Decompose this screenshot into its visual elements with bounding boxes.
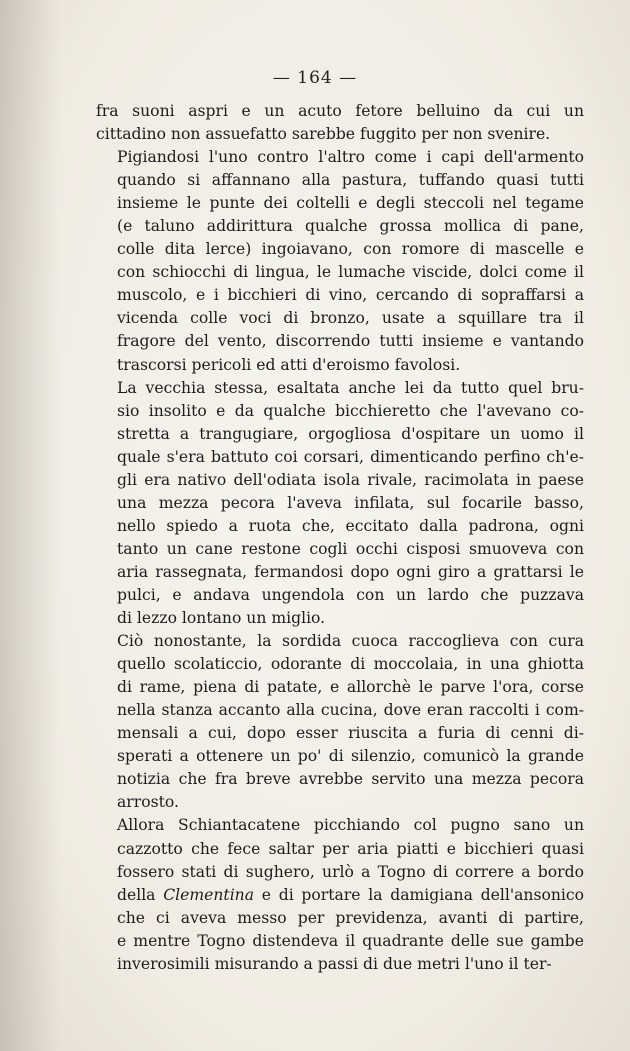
text-line: della Clementina e di portare la damigiana dell'ansonico (117, 885, 584, 904)
page-number: — 164 — (272, 68, 358, 88)
text-line: cittadino non assuefatto sarebbe fuggito per non svenire. (96, 125, 551, 144)
text-line: tanto un cane restone cogli occhi cisposi smuoveva con (117, 539, 584, 558)
text-line: (e taluno addirittura qualche grossa mollica di pane, (117, 217, 584, 236)
text-line: inverosimili misurando a passi di due metri l'uno il ter- (117, 954, 552, 973)
text-line: fragore del vento, discorrendo tutti insieme e vantando (117, 332, 584, 351)
text-line: nello spiedo a ruota che, eccitato dalla padrona, ogni (117, 516, 584, 535)
text-line: quale s'era battuto coi corsari, dimenticando perfino ch'e- (117, 447, 584, 466)
text-line: cazzotto che fece saltar per aria piatti e bicchieri quasi (117, 839, 584, 858)
text-line: una mezza pecora l'aveva infilata, sul focarile basso, (117, 493, 584, 512)
text-line: nella stanza accanto alla cucina, dove eran raccolti i com- (117, 701, 584, 720)
text-line: con schiocchi di lingua, le lumache viscide, dolci come il (117, 263, 584, 282)
text-line: quello scolaticcio, odorante di moccolaia, in una ghiotta (117, 655, 584, 674)
text-line: trascorsi pericoli ed atti d'eroismo favolosi. (117, 355, 461, 374)
text-line: stretta a trangugiare, orgogliosa d'ospitare un uomo il (117, 424, 584, 443)
text-line: fossero stati di sughero, urlò a Togno di correre a bordo (117, 862, 584, 881)
text-line: fra suoni aspri e un acuto fetore belluino da cui un (96, 102, 584, 120)
text-line: e mentre Togno distendeva il quadrante delle sue gambe (117, 931, 584, 950)
text-line: insieme le punte dei coltelli e degli steccoli nel tegame (117, 194, 584, 213)
paragraph (96, 377, 584, 631)
text-line: gli era nativo dell'odiata isola rivale, racimolata in paese (117, 470, 584, 489)
text-line: notizia che fra breve avrebbe servito una mezza pecora (117, 770, 584, 789)
text-line: di lezzo lontano un miglio. (117, 609, 326, 628)
paragraph (96, 630, 584, 814)
paragraph (96, 146, 584, 376)
text-line: mensali a cui, dopo esser riuscita a furia di cenni di- (117, 724, 584, 743)
text-line: quando si affannano alla pastura, tuffando quasi tutti (117, 171, 584, 190)
text-line: sio insolito e da qualche bicchieretto che l'avevano co- (117, 401, 584, 420)
text-line: colle dita lerce) ingoiavano, con romore di mascelle e (117, 240, 584, 259)
body-text (96, 100, 584, 976)
text-line: pulci, e andava ungendola con un lardo che puzzava (117, 585, 584, 604)
text-line: Allora Schiantacatene picchiando col pugno sano un (117, 816, 584, 835)
text-line: Pigiandosi l'uno contro l'altro come i capi dell'armento (117, 148, 584, 167)
text-line: che ci aveva messo per previdenza, avanti di partire, (117, 908, 584, 927)
text-line: La vecchia stessa, esaltata anche lei da tutto quel bru- (117, 378, 584, 397)
paragraph (96, 100, 584, 146)
text-line: vicenda colle voci di bronzo, usate a squillare tra il (117, 309, 584, 328)
text-line: sperati a ottenere un po' di silenzio, comunicò la grande (117, 747, 584, 766)
text-line: di rame, piena di patate, e allorchè le parve l'ora, corse (117, 678, 584, 697)
text-line: arrosto. (117, 793, 179, 812)
text-line: Ciò nonostante, la sordida cuoca raccoglieva con cura (117, 632, 584, 651)
paragraph (96, 814, 584, 975)
text-line: muscolo, e i bicchieri di vino, cercando di sopraffarsi a (117, 286, 584, 305)
text-line: aria rassegnata, fermandosi dopo ogni giro a grattarsi le (117, 562, 584, 581)
page-gutter-shadow (0, 0, 60, 1051)
